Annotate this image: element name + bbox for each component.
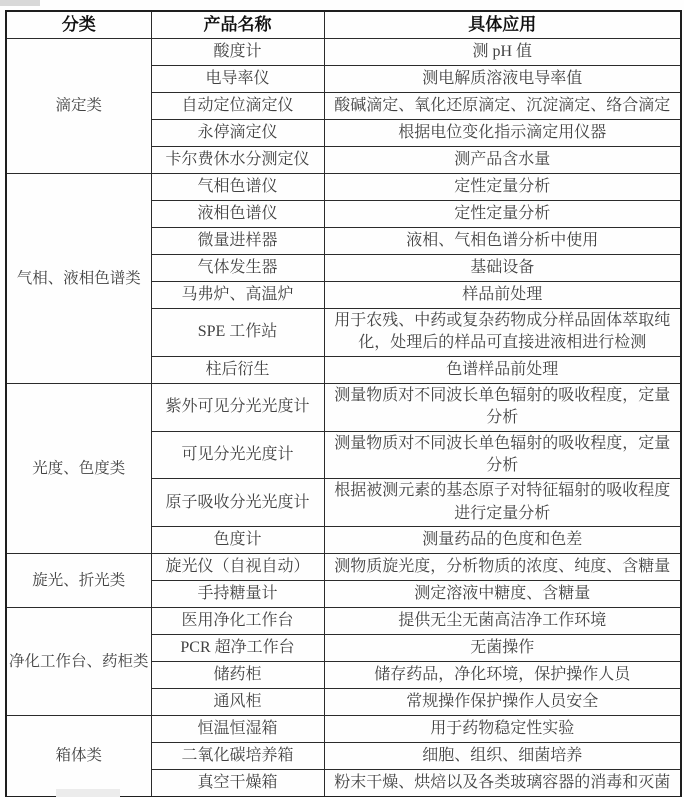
application-cell: 测量物质对不同波长单色辐射的吸收程度，定量分析 <box>324 431 681 479</box>
product-cell: 气体发生器 <box>151 255 324 282</box>
application-cell: 测产品含水量 <box>324 147 681 174</box>
application-cell: 定性定量分析 <box>324 174 681 201</box>
application-cell: 样品前处理 <box>324 282 681 309</box>
product-cell: 紫外可见分光光度计 <box>151 383 324 431</box>
product-cell: PCR 超净工作台 <box>151 635 324 662</box>
product-cell: 手持糖量计 <box>151 581 324 608</box>
application-cell: 提供无尘无菌高洁净工作环境 <box>324 608 681 635</box>
application-cell: 测电解质溶液电导率值 <box>324 66 681 93</box>
product-cell: 恒温恒湿箱 <box>151 716 324 743</box>
product-cell: 电导率仪 <box>151 66 324 93</box>
product-cell: 气相色谱仪 <box>151 174 324 201</box>
product-cell: 卡尔费休水分测定仪 <box>151 147 324 174</box>
category-cell: 气相、液相色谱类 <box>6 174 151 384</box>
instrument-table <box>5 10 682 797</box>
product-cell: 色度计 <box>151 527 324 554</box>
product-cell: 马弗炉、高温炉 <box>151 282 324 309</box>
header-row <box>6 11 681 39</box>
product-cell: 柱后衍生 <box>151 356 324 383</box>
product-cell: 永停滴定仪 <box>151 120 324 147</box>
product-cell: 酸度计 <box>151 39 324 66</box>
application-cell: 基础设备 <box>324 255 681 282</box>
product-cell: 医用净化工作台 <box>151 608 324 635</box>
product-cell: 液相色谱仪 <box>151 201 324 228</box>
application-cell: 测量药品的色度和色差 <box>324 527 681 554</box>
application-cell: 测物质旋光度，分析物质的浓度、纯度、含糖量 <box>324 554 681 581</box>
col-header-application: 具体应用 <box>324 11 681 39</box>
application-cell: 用于农残、中药或复杂药物成分样品固体萃取纯化，处理后的样品可直接进液相进行检测 <box>324 309 681 357</box>
application-cell: 测定溶液中糖度、含糖量 <box>324 581 681 608</box>
application-cell: 无菌操作 <box>324 635 681 662</box>
table-row <box>6 39 681 66</box>
col-header-category: 分类 <box>6 11 151 39</box>
product-cell: 自动定位滴定仪 <box>151 93 324 120</box>
category-cell: 光度、色度类 <box>6 383 151 553</box>
application-cell: 液相、气相色谱分析中使用 <box>324 228 681 255</box>
product-cell: 二氧化碳培养箱 <box>151 743 324 770</box>
category-cell: 旋光、折光类 <box>6 554 151 608</box>
application-cell: 粉末干燥、烘焙以及各类玻璃容器的消毒和灭菌 <box>324 770 681 797</box>
application-cell: 根据被测元素的基态原子对特征辐射的吸收程度进行定量分析 <box>324 479 681 527</box>
product-cell: SPE 工作站 <box>151 309 324 357</box>
table-row <box>6 383 681 431</box>
application-cell: 常规操作保护操作人员安全 <box>324 689 681 716</box>
table-row <box>6 608 681 635</box>
col-header-product: 产品名称 <box>151 11 324 39</box>
application-cell: 酸碱滴定、氧化还原滴定、沉淀滴定、络合滴定 <box>324 93 681 120</box>
product-cell: 通风柜 <box>151 689 324 716</box>
application-cell: 色谱样品前处理 <box>324 356 681 383</box>
product-cell: 真空干燥箱 <box>151 770 324 797</box>
category-cell: 滴定类 <box>6 39 151 174</box>
product-cell: 原子吸收分光光度计 <box>151 479 324 527</box>
table-row <box>6 174 681 201</box>
application-cell: 根据电位变化指示滴定用仪器 <box>324 120 681 147</box>
application-cell: 用于药物稳定性实验 <box>324 716 681 743</box>
application-cell: 测 pH 值 <box>324 39 681 66</box>
scan-artifact-bottom <box>56 789 120 797</box>
application-cell: 定性定量分析 <box>324 201 681 228</box>
category-cell: 净化工作台、药柜类 <box>6 608 151 716</box>
application-cell: 细胞、组织、细菌培养 <box>324 743 681 770</box>
table-row <box>6 554 681 581</box>
scan-artifact-top <box>0 0 40 6</box>
product-cell: 可见分光光度计 <box>151 431 324 479</box>
application-cell: 储存药品，净化环境，保护操作人员 <box>324 662 681 689</box>
product-cell: 微量进样器 <box>151 228 324 255</box>
product-cell: 储药柜 <box>151 662 324 689</box>
application-cell: 测量物质对不同波长单色辐射的吸收程度，定量分析 <box>324 383 681 431</box>
product-cell: 旋光仪（自视自动） <box>151 554 324 581</box>
table-row <box>6 716 681 743</box>
category-cell: 箱体类 <box>6 716 151 797</box>
